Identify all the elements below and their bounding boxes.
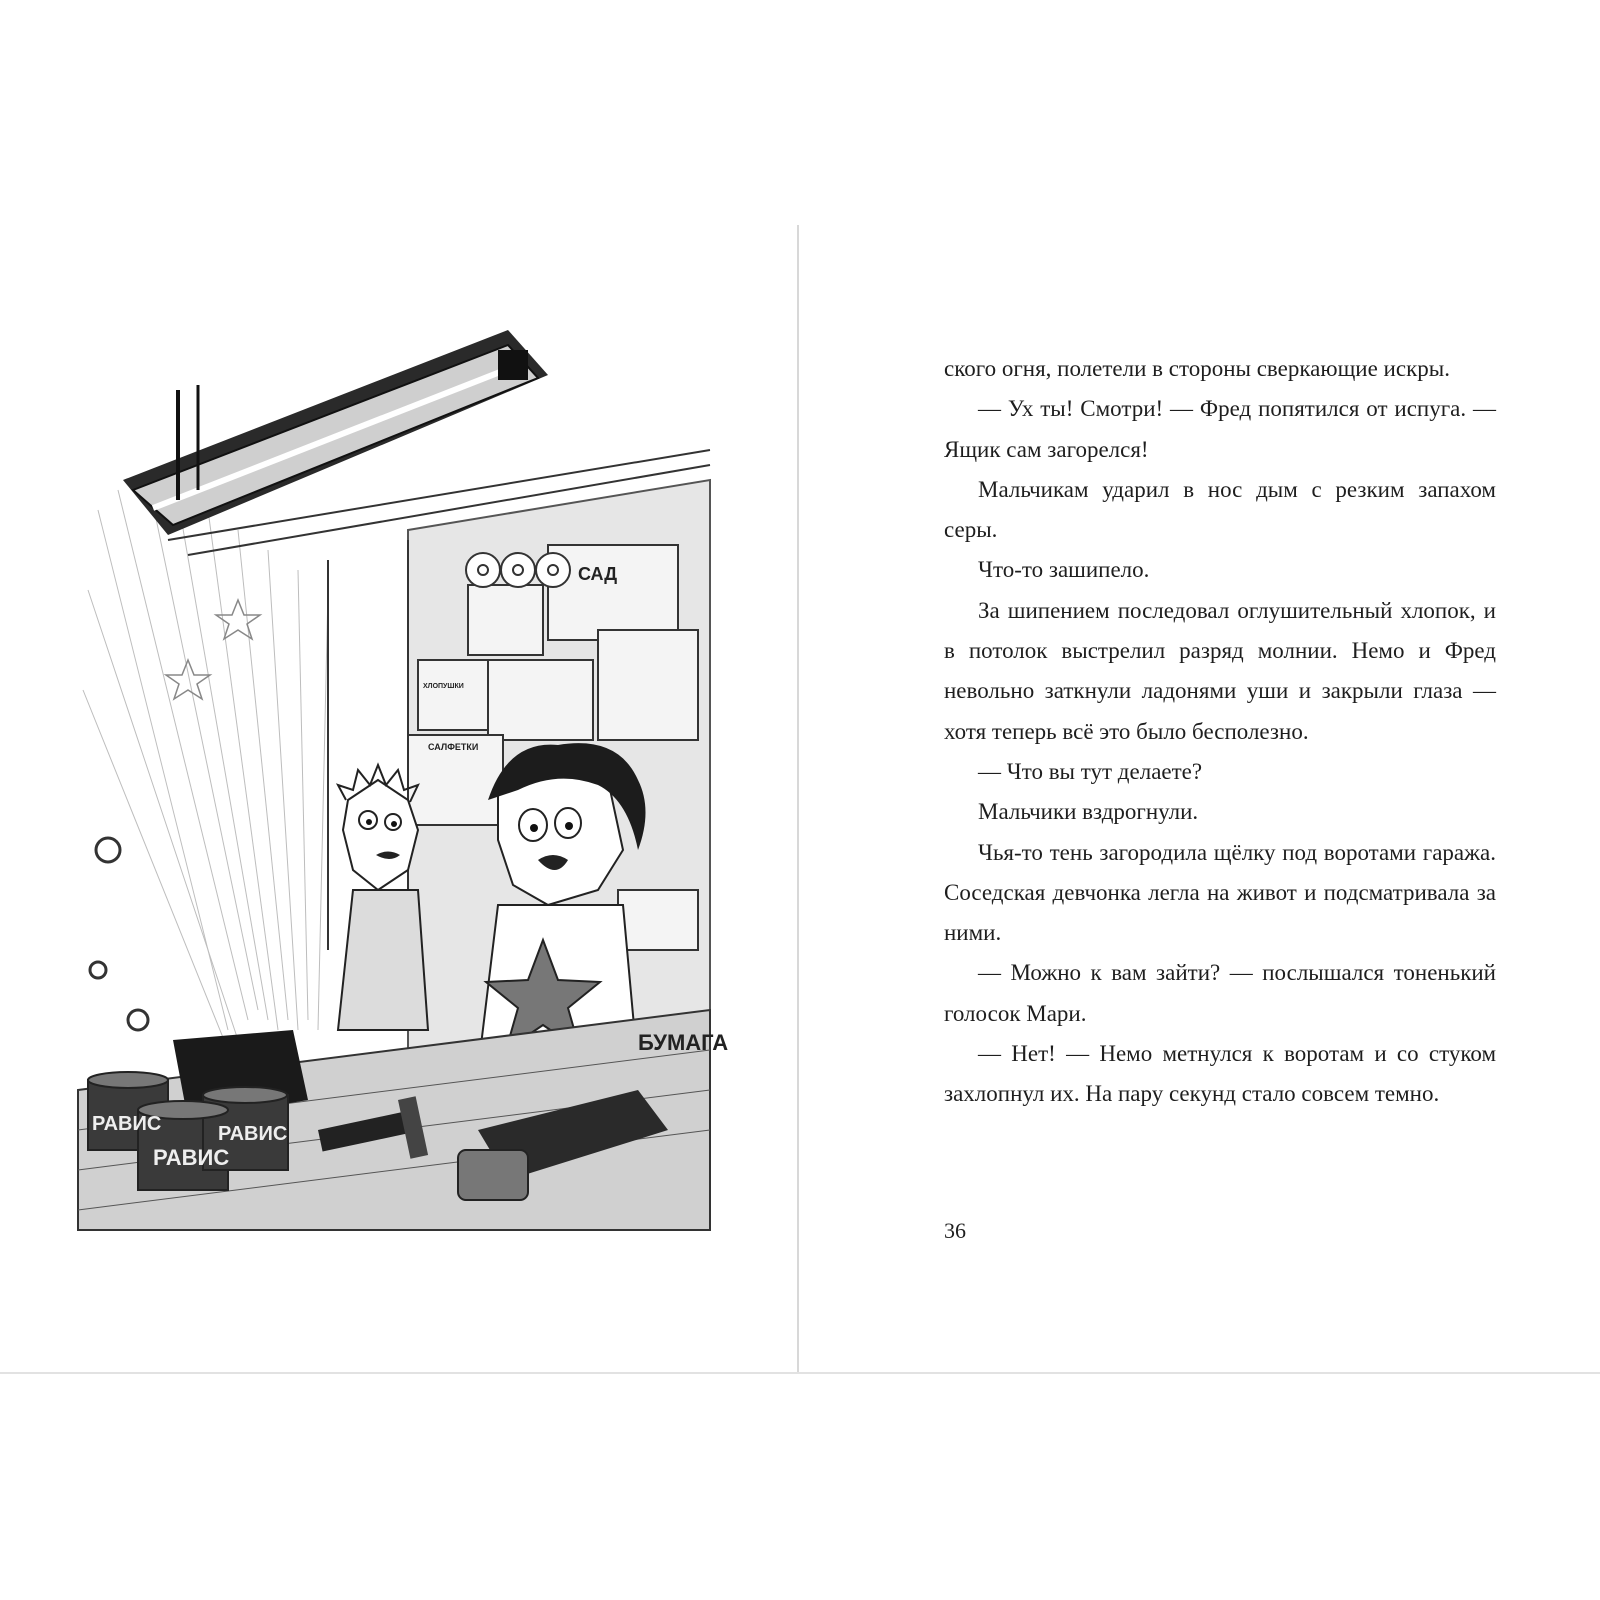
paragraph: — Нет! — Немо метнулся к воротам и со стуком захлопнул их. На пару секунд стало совсем темно. <box>944 1041 1496 1107</box>
box-napkins-label: САЛФЕТКИ <box>428 742 479 752</box>
paragraph: — Что вы тут делаете? <box>978 758 1203 784</box>
box-paper-label: БУМАГА <box>638 1030 729 1055</box>
page-text-block <box>944 349 1496 1115</box>
paragraph: ского огня, полетели в стороны сверкающие искры. <box>944 356 1450 381</box>
can-label-3: РАВИС <box>218 1123 288 1145</box>
paper-rolls <box>466 553 570 587</box>
paragraph: Мальчики вздрогнули. <box>978 799 1199 825</box>
paragraph: — Ух ты! Смотри! — Фред попятился от испуга. — Ящик сам загорелся! <box>944 396 1496 462</box>
garage-illustration <box>78 330 729 1230</box>
paragraph: Чья-то тень загородила щёлку под воротами гаража. Соседская девчонка легла на живот и подсматривала за ними. <box>944 839 1496 946</box>
paragraph: Что-то зашипело. <box>978 557 1150 583</box>
paragraph: Мальчикам ударил в нос дым с резким запахом серы. <box>944 476 1496 543</box>
box-top-label: ХЛОПУШКИ <box>423 683 464 690</box>
page-gutter <box>797 225 799 1372</box>
page-number: 36 <box>944 1218 966 1243</box>
can-label-2: РАВИС <box>153 1145 230 1170</box>
page-bottom-edge <box>0 1372 1600 1374</box>
paragraph: За шипением последовал оглушительный хлопок, и в потолок выстрелил разряд молнии. Немо и Фред невольно заткнули ладонями уши и закрыли глаза — хотя теперь всё это было бесполезно. <box>944 597 1496 744</box>
box-garden-label: САД <box>578 564 618 584</box>
illustration-svg <box>78 330 729 1230</box>
can-label-1: РАВИС <box>92 1113 162 1135</box>
paragraph: — Можно к вам зайти? — послышался тоненький голосок Мари. <box>944 960 1496 1026</box>
